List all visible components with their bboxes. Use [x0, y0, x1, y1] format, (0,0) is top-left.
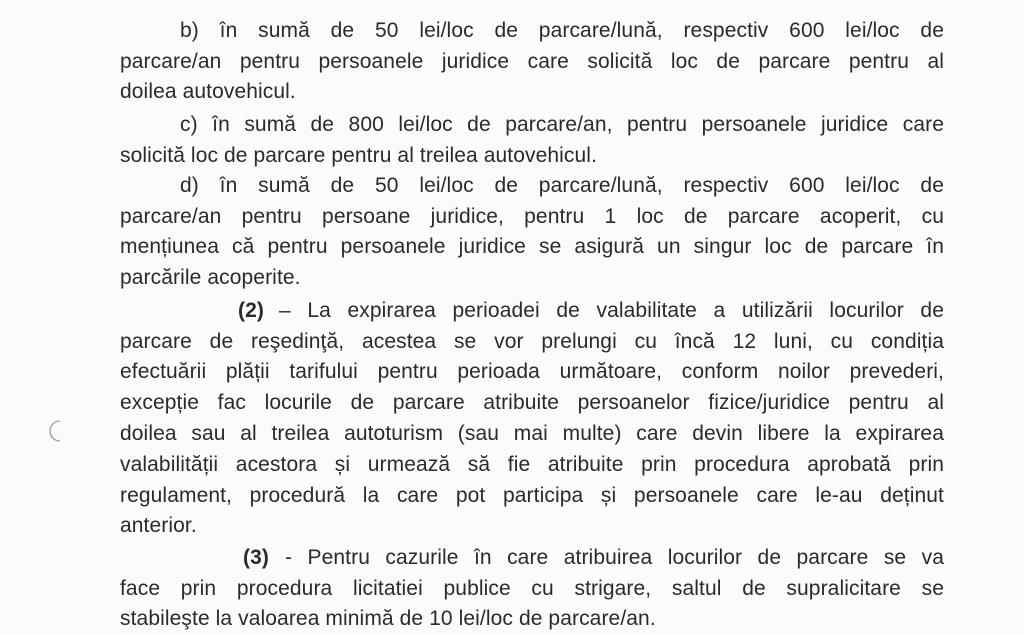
text-line: face prin procedura licitatiei publice cu strigare, saltul de supralicitare se: [120, 577, 944, 600]
text-line: valabilității acestora și urmează să fie atribuite prin procedura aprobată prin: [120, 453, 944, 476]
paragraph-number: [243, 545, 269, 571]
text-line: parcare de reşedinţă, acestea se vor prelungi cu încă 12 luni, cu condiția: [120, 330, 944, 353]
text-line: stabileşte la valoarea minimă de 10 lei/loc de parcare/an.: [120, 607, 656, 630]
text-line: efectuării plății tarifului pentru perioada următoare, conform noilor prevederi,: [120, 360, 944, 383]
text-line: parcare/an pentru persoanele juridice care solicită loc de parcare pentru al: [120, 50, 944, 73]
paragraph-number: [238, 298, 264, 324]
text-line: parcare/an pentru persoane juridice, pentru 1 loc de parcare acoperit, cu: [120, 205, 944, 228]
text-line: d) în sumă de 50 lei/loc de parcare/lună, respectiv 600 lei/loc de: [180, 174, 944, 197]
punch-hole-mark: [44, 418, 66, 444]
text-line: - Pentru cazurile în care atribuirea locurilor de parcare se va: [285, 546, 944, 569]
text-line: excepție fac locurile de parcare atribuite persoanelor fizice/juridice pentru al: [120, 391, 944, 414]
text-line: doilea autovehicul.: [120, 80, 296, 103]
paragraph-marker: (3): [243, 546, 269, 569]
text-line: doilea sau al treilea autoturism (sau mai multe) care devin libere la expirarea: [120, 422, 944, 445]
text-line: b) în sumă de 50 lei/loc de parcare/lună, respectiv 600 lei/loc de: [180, 19, 944, 42]
paragraph-marker: (2): [238, 299, 264, 322]
text-line: c) în sumă de 800 lei/loc de parcare/an, pentru persoanele juridice care: [180, 113, 944, 136]
text-line: solicită loc de parcare pentru al treilea autovehicul.: [120, 144, 597, 167]
text-line: mențiunea că pentru persoanele juridice se asigură un singur loc de parcare în: [120, 235, 944, 258]
text-line: – La expirarea perioadei de valabilitate a utilizării locurilor de: [279, 299, 944, 322]
text-line: parcările acoperite.: [120, 266, 301, 289]
text-line: regulament, procedură la care pot participa și persoanele care le-au deținut: [120, 484, 944, 507]
text-line: anterior.: [120, 514, 197, 537]
